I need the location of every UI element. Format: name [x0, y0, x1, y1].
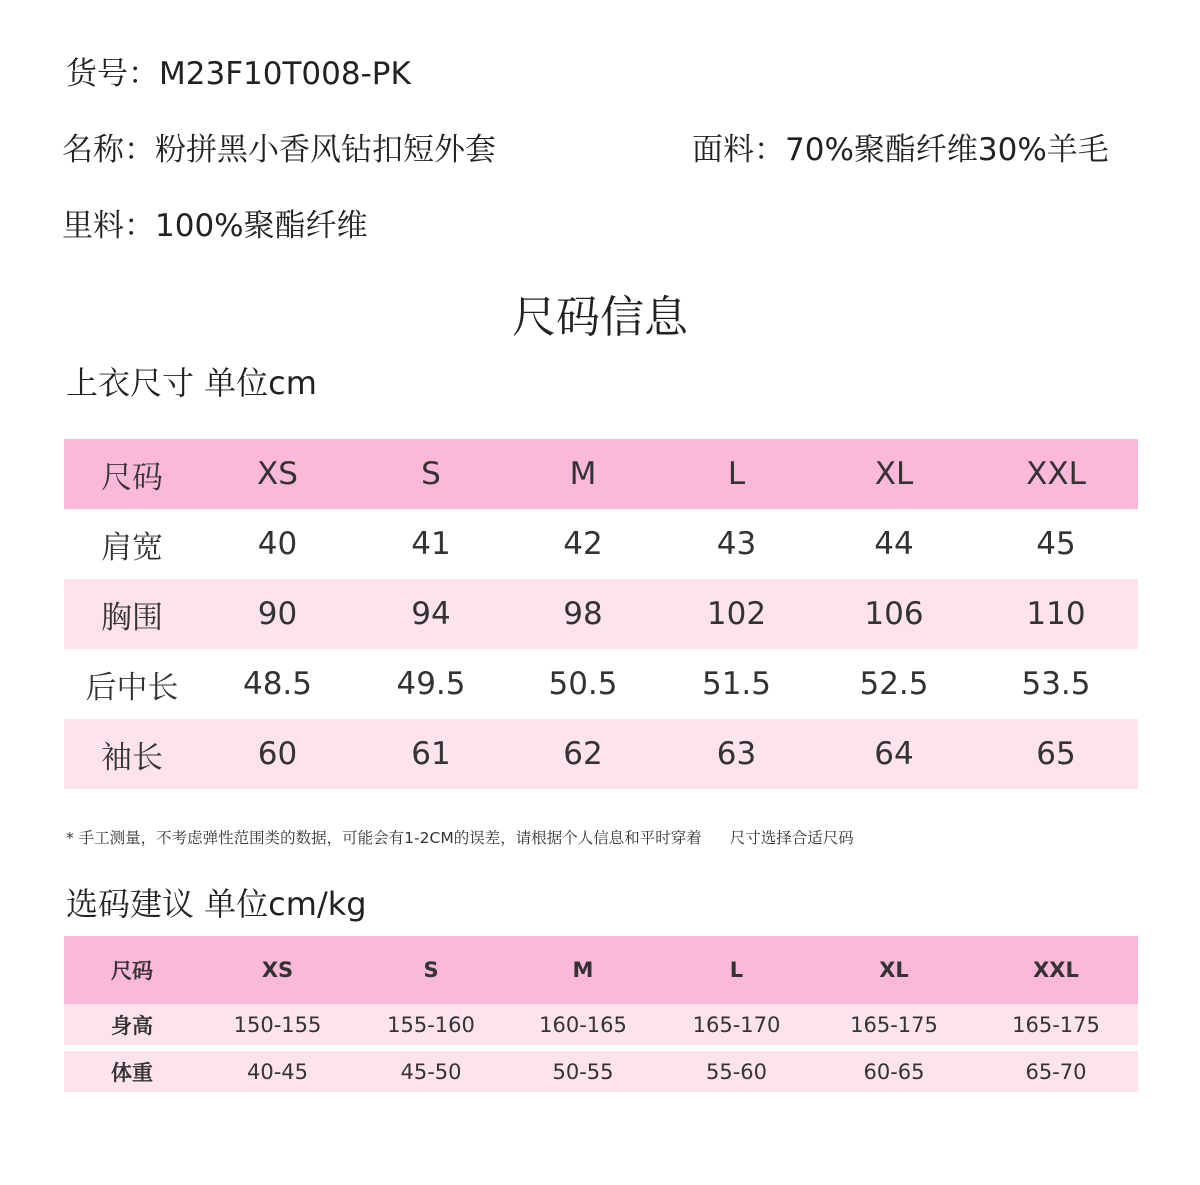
- name-value: 粉拼黑小香风钻扣短外套: [155, 132, 496, 168]
- table-cell: 51.5: [659, 649, 814, 719]
- table-cell: 45-50: [355, 1051, 507, 1092]
- table-cell: 65-70: [974, 1051, 1138, 1092]
- table-cell: 102: [659, 579, 814, 649]
- recommendation-table: [64, 936, 1138, 1092]
- header-cell: M: [507, 439, 659, 509]
- table-cell: 110: [974, 579, 1138, 649]
- table-cell: 45: [974, 509, 1138, 579]
- header-cell: S: [355, 936, 507, 1004]
- table-cell: 40: [200, 509, 355, 579]
- fabric-line: [692, 130, 1109, 170]
- header-cell: XXL: [974, 936, 1138, 1004]
- table-cell: 48.5: [200, 649, 355, 719]
- fabric-value: 70%聚酯纤维30%羊毛: [785, 132, 1109, 168]
- row-label: 体重: [64, 1051, 200, 1092]
- fabric-label: 面料：: [692, 132, 785, 168]
- table-cell: 60-65: [814, 1051, 974, 1092]
- table-cell: 155-160: [355, 1004, 507, 1045]
- table-cell: 63: [659, 719, 814, 789]
- table-cell: 150-155: [200, 1004, 355, 1045]
- header-cell: XL: [814, 439, 974, 509]
- table-cell: 52.5: [814, 649, 974, 719]
- table-cell: 165-170: [659, 1004, 814, 1045]
- note-text-2: 尺寸选择合适尺码: [729, 829, 854, 847]
- header-cell: XXL: [974, 439, 1138, 509]
- page-title: 尺码信息: [512, 292, 688, 343]
- row-label: 胸围: [64, 579, 200, 649]
- sku-label: 货号：: [66, 56, 159, 92]
- row-label: 肩宽: [64, 509, 200, 579]
- header-cell: XS: [200, 936, 355, 1004]
- table-cell: 165-175: [974, 1004, 1138, 1045]
- product-name-line: [62, 130, 496, 170]
- table-row: [64, 1004, 1138, 1045]
- header-cell: S: [355, 439, 507, 509]
- measurement-note: [66, 826, 854, 850]
- header-cell: 尺码: [64, 439, 200, 509]
- table-cell: 50-55: [507, 1051, 659, 1092]
- lining-value: 100%聚酯纤维: [155, 208, 368, 244]
- table-cell: 61: [355, 719, 507, 789]
- table-cell: 53.5: [974, 649, 1138, 719]
- header-cell: L: [659, 936, 814, 1004]
- table-cell: 98: [507, 579, 659, 649]
- table-row: [64, 579, 1138, 649]
- recommendation-header-row: [64, 936, 1138, 1004]
- header-cell: L: [659, 439, 814, 509]
- table-cell: 44: [814, 509, 974, 579]
- header-cell: XL: [814, 936, 974, 1004]
- row-label: 后中长: [64, 649, 200, 719]
- header-cell: M: [507, 936, 659, 1004]
- size-table: [64, 439, 1138, 789]
- table-row: [64, 719, 1138, 789]
- row-label: 袖长: [64, 719, 200, 789]
- table-cell: 90: [200, 579, 355, 649]
- table-cell: 94: [355, 579, 507, 649]
- table-cell: 43: [659, 509, 814, 579]
- table-cell: 50.5: [507, 649, 659, 719]
- sku-value: M23F10T008-PK: [159, 56, 411, 92]
- table-row: [64, 509, 1138, 579]
- table-cell: 40-45: [200, 1051, 355, 1092]
- note-text: * 手工测量，不考虑弹性范围类的数据，可能会有1-2CM的误差，请根据个人信息和平时穿着: [66, 829, 702, 847]
- table-cell: 42: [507, 509, 659, 579]
- size-table-title: 上衣尺寸 单位cm: [66, 364, 317, 402]
- table-cell: 62: [507, 719, 659, 789]
- table-row: [64, 649, 1138, 719]
- table-cell: 65: [974, 719, 1138, 789]
- table-cell: 165-175: [814, 1004, 974, 1045]
- table-cell: 49.5: [355, 649, 507, 719]
- recommendation-table-title: 选码建议 单位cm/kg: [66, 885, 367, 923]
- table-cell: 55-60: [659, 1051, 814, 1092]
- table-cell: 64: [814, 719, 974, 789]
- table-row: [64, 1051, 1138, 1092]
- header-cell: XS: [200, 439, 355, 509]
- size-table-header-row: [64, 439, 1138, 509]
- table-cell: 160-165: [507, 1004, 659, 1045]
- header-cell: 尺码: [64, 936, 200, 1004]
- name-label: 名称：: [62, 132, 155, 168]
- lining-label: 里料：: [62, 208, 155, 244]
- table-cell: 60: [200, 719, 355, 789]
- table-cell: 41: [355, 509, 507, 579]
- row-label: 身高: [64, 1004, 200, 1045]
- sku-line: [66, 54, 411, 94]
- lining-line: [62, 206, 368, 246]
- table-cell: 106: [814, 579, 974, 649]
